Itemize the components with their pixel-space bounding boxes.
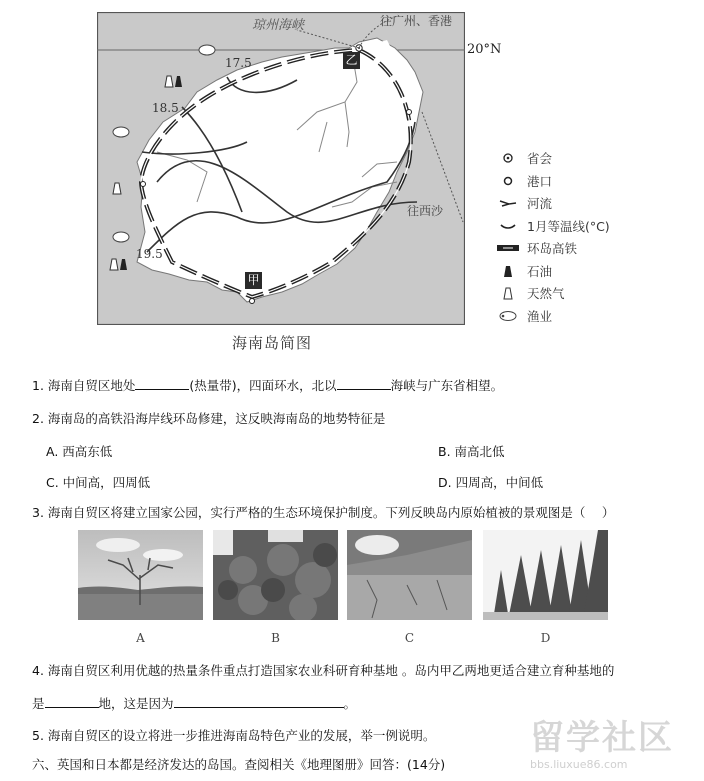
photo-label-d: D xyxy=(540,631,551,645)
legend-item xyxy=(497,237,610,260)
question-text: 地，这是因为 xyxy=(98,696,174,711)
question-4-line1: 4. 海南自贸区利用优越的热量条件重点打造国家农业科研育种基地 。岛内甲乙两地更适合建立育种基地的 xyxy=(32,663,615,678)
legend-label: 河流 xyxy=(527,196,553,212)
option-d[interactable]: D. 四周高，中间低 xyxy=(438,475,544,490)
question-5: 5. 海南自贸区的设立将进一步推进海南岛特色产业的发展，举一例说明。 xyxy=(32,728,436,743)
legend-item xyxy=(497,192,610,215)
question-text: (热量带)，四面环水，北以 xyxy=(189,378,337,393)
legend-label: 渔业 xyxy=(527,308,553,324)
photo-desert[interactable] xyxy=(347,530,472,620)
river-icon xyxy=(497,198,519,208)
isotherm-icon xyxy=(497,221,519,231)
legend-label: 环岛高铁 xyxy=(527,241,578,257)
question-1 xyxy=(32,376,503,394)
legend-item xyxy=(497,147,610,170)
place-marker-yi: 乙 xyxy=(343,52,360,69)
route-xisha-label: 往西沙 xyxy=(407,204,444,218)
option-c[interactable]: C. 中间高，四周低 xyxy=(46,475,151,490)
legend-label: 石油 xyxy=(527,263,553,279)
legend-item xyxy=(497,170,610,193)
photo-label-b: B xyxy=(271,631,280,645)
legend-label: 省会 xyxy=(527,151,553,167)
isotherm-label: 17.5 xyxy=(225,56,252,70)
isotherm-label: 19.5 xyxy=(136,247,163,261)
fishery-icon xyxy=(497,310,519,322)
question-text: 。 xyxy=(343,696,357,711)
legend-item xyxy=(497,305,610,328)
question-3: 3. 海南自贸区将建立国家公园，实行严格的生态环境保护制度。下列反映岛内原始植被的景观图是（ ） xyxy=(32,505,615,520)
map-caption: 海南岛简图 xyxy=(232,334,313,352)
option-b[interactable]: B. 南高北低 xyxy=(438,444,505,459)
provincial-capital-icon xyxy=(497,153,519,163)
photo-label-a: A xyxy=(136,631,145,645)
answer-blank[interactable] xyxy=(174,695,344,708)
gas-oil-icon xyxy=(163,73,183,92)
legend-item xyxy=(497,215,610,238)
railway-icon xyxy=(497,244,519,252)
gas-icon xyxy=(497,286,519,300)
gas-oil-icon xyxy=(108,256,128,275)
route-guangzhou-label: 往广州、香港 xyxy=(380,14,453,28)
hainan-map xyxy=(97,12,465,325)
strait-label: 琼州海峡 xyxy=(252,18,305,33)
legend-label: 1月等温线(°C) xyxy=(527,218,610,234)
gas-icon xyxy=(112,180,122,199)
question-2: 2. 海南岛的高铁沿海岸线环岛修建，这反映海南岛的地势特征是 xyxy=(32,411,386,426)
port-icon xyxy=(497,176,519,186)
option-a[interactable]: A. 西高东低 xyxy=(46,444,113,459)
question-4-line2 xyxy=(32,694,356,712)
legend-item xyxy=(497,260,610,283)
watermark-title: 留学社区 xyxy=(530,718,674,758)
legend-label: 天然气 xyxy=(527,286,565,302)
oil-icon xyxy=(497,264,519,278)
question-text: 海峡与广东省相望。 xyxy=(390,378,504,393)
isotherm-label: 18.5 xyxy=(152,101,179,115)
question-text: 1. 海南自贸区地处 xyxy=(32,378,136,393)
answer-blank[interactable] xyxy=(337,377,391,390)
legend-item xyxy=(497,282,610,305)
section-6-heading: 六、英国和日本都是经济发达的岛国。查阅相关《地理图册》回答：(14分) xyxy=(32,757,446,772)
map-graphic xyxy=(97,12,465,325)
question-text: 是 xyxy=(32,696,45,711)
photo-label-c: C xyxy=(404,631,415,645)
photo-savanna[interactable] xyxy=(78,530,203,620)
answer-blank[interactable] xyxy=(45,695,99,708)
watermark xyxy=(530,718,695,776)
map-legend xyxy=(497,147,610,327)
place-marker-jia: 甲 xyxy=(245,272,262,289)
answer-blank[interactable] xyxy=(135,377,189,390)
photo-conifer-forest[interactable] xyxy=(483,530,608,620)
latitude-label: 20°N xyxy=(467,42,502,57)
watermark-url: bbs.liuxue86.com xyxy=(530,758,628,771)
photo-rainforest[interactable] xyxy=(213,530,338,620)
legend-label: 港口 xyxy=(527,173,553,189)
